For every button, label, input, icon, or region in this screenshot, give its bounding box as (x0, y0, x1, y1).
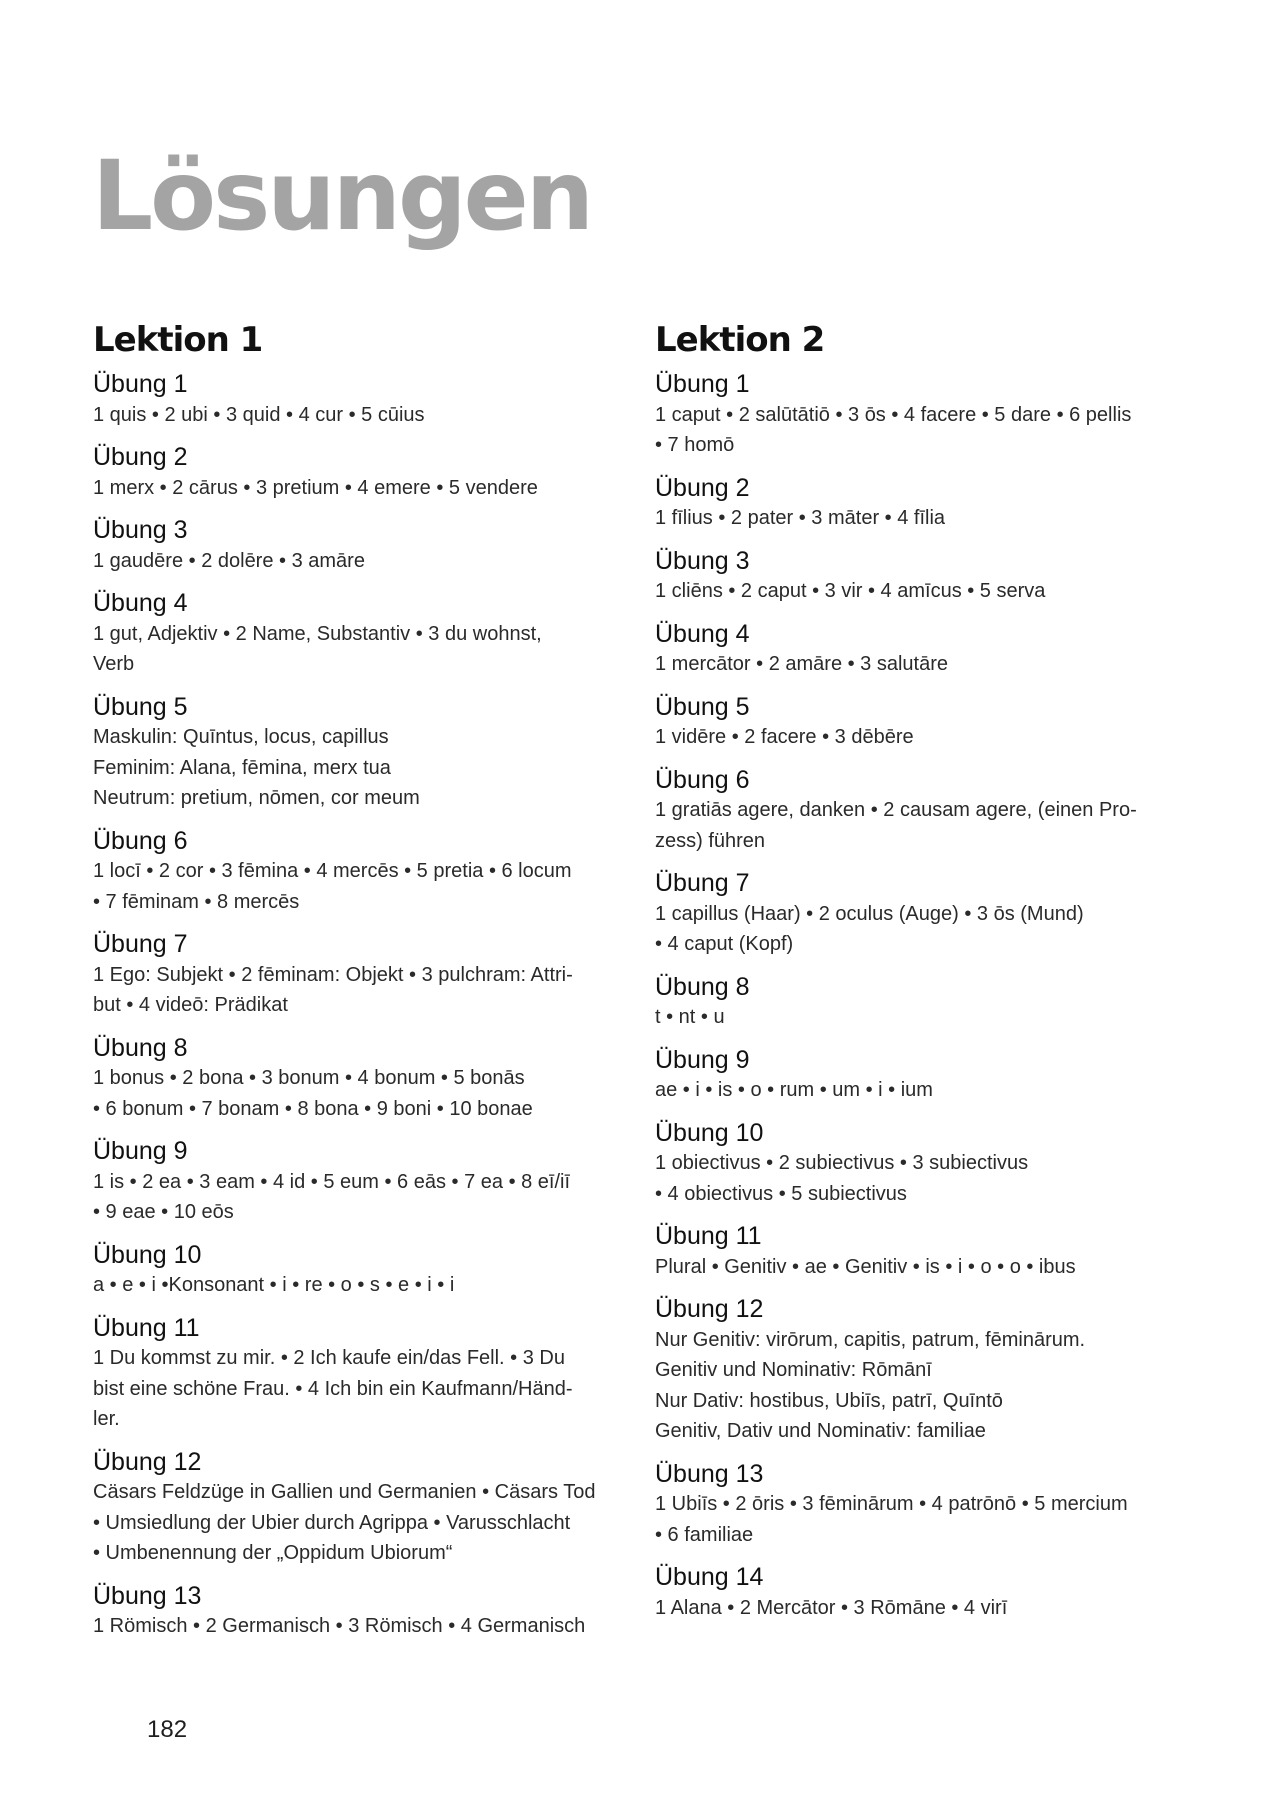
exercise-answer: 1 gut, Adjektiv • 2 Name, Substantiv • 3 du wohnst, Verb (93, 622, 542, 676)
exercise-5 (655, 692, 1195, 753)
exercise-11 (655, 1221, 1195, 1282)
exercise-answer: Nur Genitiv: virōrum, capitis, patrum, fēminārum. Genitiv und Nominativ: Rōmānī Nur Dativ: hostibus, Ubiīs, patrī, Quīntō Genitiv, Dativ und Nominativ: familiae (655, 1328, 1086, 1443)
exercise-title: Übung 10 (93, 1240, 202, 1269)
exercise-title: Übung 5 (93, 692, 188, 721)
exercise-4 (655, 619, 1195, 680)
exercise-title: Übung 9 (93, 1137, 188, 1166)
exercise-title: Übung 12 (93, 1447, 202, 1476)
exercise-answer: 1 merx • 2 cārus • 3 pretium • 4 emere • 5 vendere (93, 476, 538, 499)
exercise-2 (655, 473, 1195, 534)
exercise-13 (93, 1581, 633, 1642)
exercise-answer: 1 fīlius • 2 pater • 3 māter • 4 fīlia (655, 507, 946, 530)
exercise-13 (655, 1459, 1195, 1551)
exercise-answer: 1 Ego: Subjekt • 2 fēminam: Objekt • 3 pulchram: Attri- but • 4 videō: Prädikat (93, 963, 573, 1017)
exercise-answer: 1 caput • 2 salūtātiō • 3 ōs • 4 facere • 5 dare • 6 pellis • 7 homō (655, 403, 1132, 457)
exercise-6 (93, 826, 633, 918)
exercise-7 (655, 868, 1195, 960)
exercise-answer: 1 cliēns • 2 caput • 3 vir • 4 amīcus • 5 serva (655, 580, 1046, 603)
lesson-title: Lektion 1 (93, 320, 263, 360)
exercise-title: Übung 5 (655, 692, 750, 721)
exercise-title: Übung 10 (655, 1118, 764, 1147)
exercise-answer: Cäsars Feldzüge in Gallien und Germanien • Cäsars Tod • Umsiedlung der Ubier durch Agrippa • Varusschlacht • Umbenennung der „Oppidum Ubiorum“ (93, 1481, 596, 1565)
exercise-title: Übung 11 (655, 1222, 762, 1251)
exercise-title: Übung 2 (93, 443, 188, 472)
exercise-2 (93, 442, 633, 503)
exercise-12 (655, 1294, 1195, 1447)
exercise-title: Übung 6 (655, 765, 750, 794)
exercise-title: Übung 4 (93, 589, 188, 618)
exercise-answer: 1 is • 2 ea • 3 eam • 4 id • 5 eum • 6 eās • 7 ea • 8 eī/iī • 9 eae • 10 eōs (93, 1170, 571, 1224)
exercise-title: Übung 7 (93, 930, 188, 959)
exercise-answer: 1 quis • 2 ubi • 3 quid • 4 cur • 5 cūius (93, 403, 425, 426)
exercise-answer: 1 vidēre • 2 facere • 3 dēbēre (655, 726, 914, 749)
exercise-answer: 1 Römisch • 2 Germanisch • 3 Römisch • 4 Germanisch (93, 1615, 586, 1638)
exercise-answer: 1 capillus (Haar) • 2 oculus (Auge) • 3 ōs (Mund) • 4 caput (Kopf) (655, 902, 1084, 956)
exercise-9 (655, 1045, 1195, 1106)
exercise-1 (93, 369, 633, 430)
exercise-answer: 1 locī • 2 cor • 3 fēmina • 4 mercēs • 5 pretia • 6 locum • 7 fēminam • 8 mercēs (93, 860, 572, 913)
exercise-1 (655, 369, 1195, 461)
exercise-title: Übung 8 (93, 1033, 188, 1062)
exercise-title: Übung 1 (93, 370, 188, 399)
exercise-3 (655, 546, 1195, 607)
exercise-answer: 1 bonus • 2 bona • 3 bonum • 4 bonum • 5 bonās • 6 bonum • 7 bonam • 8 bona • 9 boni • 10 bonae (93, 1067, 533, 1120)
exercise-9 (93, 1136, 633, 1228)
exercise-title: Übung 13 (93, 1581, 202, 1610)
exercise-title: Übung 1 (655, 370, 750, 399)
exercise-12 (93, 1447, 633, 1569)
exercise-title: Übung 3 (93, 516, 188, 545)
exercise-8 (93, 1033, 633, 1125)
exercise-answer: 1 Du kommst zu mir. • 2 Ich kaufe ein/das Fell. • 3 Du bist eine schöne Frau. • 4 Ich bin ein Kaufmann/Händ- ler. (93, 1347, 573, 1431)
exercise-title: Übung 3 (655, 546, 750, 575)
exercise-title: Übung 13 (655, 1459, 764, 1488)
exercise-4 (93, 588, 633, 680)
exercise-title: Übung 12 (655, 1295, 764, 1324)
lesson-1-column (93, 322, 633, 1654)
exercise-answer: Maskulin: Quīntus, locus, capillus Feminim: Alana, fēmina, merx tua Neutrum: pretium, nōmen, cor meum (93, 726, 420, 810)
exercise-title: Übung 11 (93, 1313, 200, 1342)
exercise-6 (655, 765, 1195, 857)
exercise-8 (655, 972, 1195, 1033)
lesson-title: Lektion 2 (655, 320, 825, 360)
exercise-title: Übung 4 (655, 619, 750, 648)
exercise-title: Übung 14 (655, 1563, 764, 1592)
exercise-answer: 1 gaudēre • 2 dolēre • 3 amāre (93, 549, 365, 572)
exercise-title: Übung 2 (655, 473, 750, 502)
exercise-answer: Plural • Genitiv • ae • Genitiv • is • i • o • o • ibus (655, 1255, 1076, 1278)
lesson-2-column (655, 322, 1195, 1635)
exercise-3 (93, 515, 633, 576)
exercise-5 (93, 692, 633, 814)
exercise-title: Übung 9 (655, 1045, 750, 1074)
exercise-14 (655, 1562, 1195, 1623)
exercise-7 (93, 929, 633, 1021)
exercise-title: Übung 7 (655, 869, 750, 898)
exercise-10 (93, 1240, 633, 1301)
exercise-title: Übung 8 (655, 972, 750, 1001)
exercise-10 (655, 1118, 1195, 1210)
exercise-answer: 1 mercātor • 2 amāre • 3 salutāre (655, 653, 949, 676)
exercise-answer: ae • i • is • o • rum • um • i • ium (655, 1079, 933, 1102)
exercise-11 (93, 1313, 633, 1435)
exercise-answer: a • e • i •Konsonant • i • re • o • s • e • i • i (93, 1274, 455, 1297)
exercise-answer: 1 Alana • 2 Mercātor • 3 Rōmāne • 4 virī (655, 1596, 1008, 1619)
exercise-answer: 1 gratiās agere, danken • 2 causam agere, (einen Pro- zess) führen (655, 799, 1137, 852)
exercise-answer: t • nt • u (655, 1006, 725, 1029)
page-number: 182 (147, 1716, 188, 1743)
page-title: Lösungen (92, 140, 592, 252)
exercise-answer: 1 obiectivus • 2 subiectivus • 3 subiectivus • 4 obiectivus • 5 subiectivus (655, 1152, 1029, 1205)
exercise-title: Übung 6 (93, 826, 188, 855)
exercise-answer: 1 Ubiīs • 2 ōris • 3 fēminārum • 4 patrōnō • 5 mercium • 6 familiae (655, 1493, 1128, 1546)
